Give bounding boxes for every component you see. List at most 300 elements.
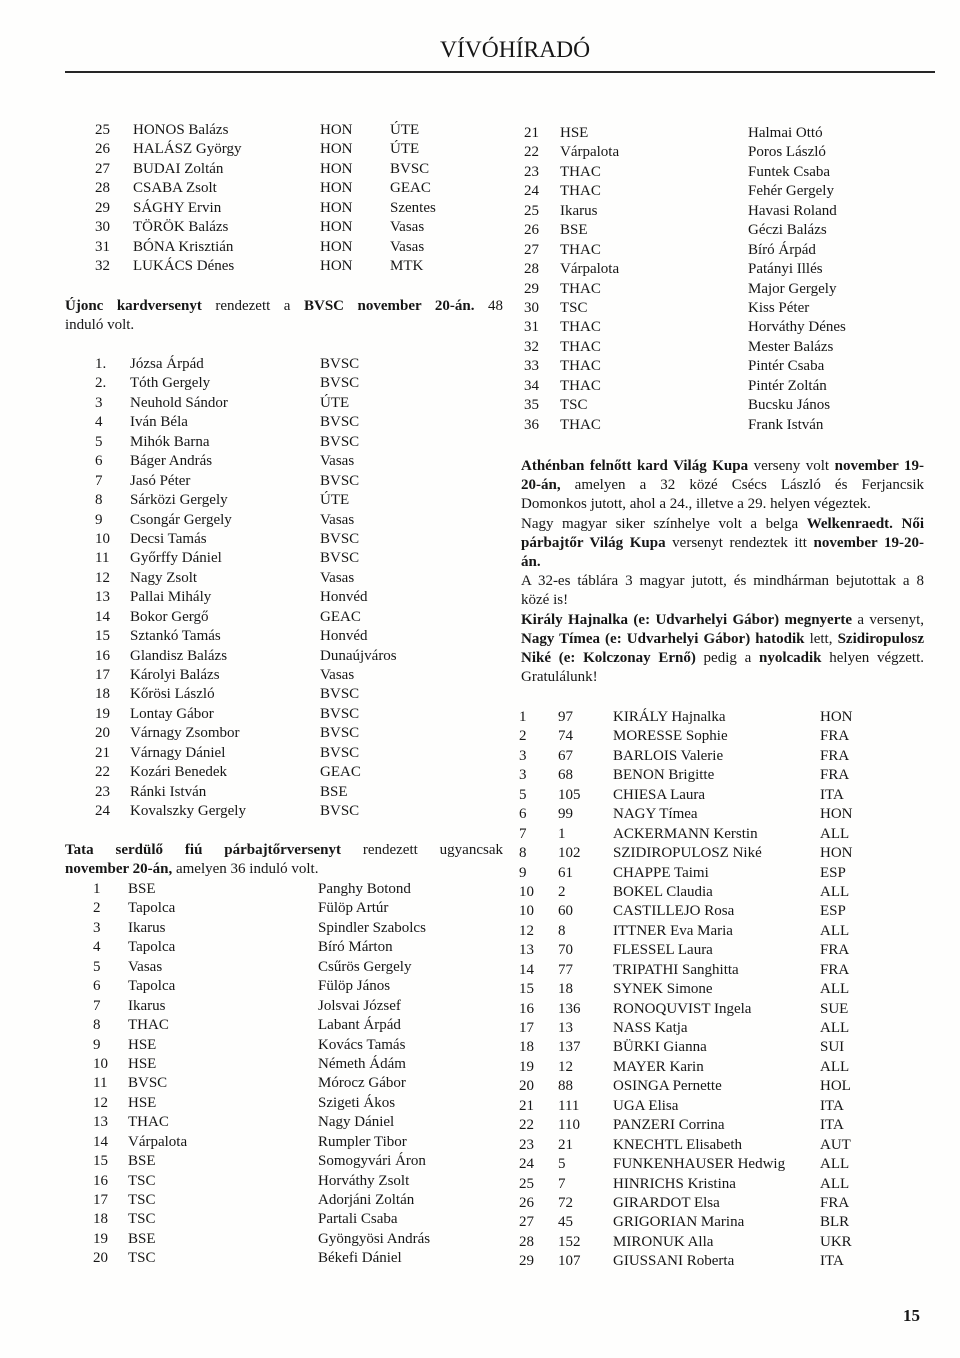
fencer-name-cell: Pintér Csaba [748, 358, 825, 375]
seed-cell: 88 [558, 1078, 573, 1095]
text-segment: Tata serdülő fiú párbajtőrversenyt [65, 842, 341, 858]
text-line [65, 297, 503, 316]
nation-cell: HON [820, 845, 853, 862]
fencer-name-cell: Panghy Botond [318, 881, 411, 897]
rank-cell: 25 [95, 122, 110, 138]
club-cell: TSC [128, 1172, 156, 1189]
fencer-name-cell: Báger András [130, 453, 213, 470]
club-cell: Vasas [390, 219, 425, 236]
table-row [519, 902, 864, 921]
nation-cell: FRA [820, 1194, 850, 1211]
table-row [95, 491, 435, 510]
rank-cell: 17 [95, 667, 110, 683]
fencer-name-cell: Bucsku János [748, 397, 831, 414]
rank-cell: 24 [524, 183, 539, 200]
table-row [95, 199, 455, 218]
text-segment: amelyen a 32 közé Csécs László és Ferjancsik [560, 477, 924, 494]
table-row [524, 202, 884, 221]
fencer-name-cell: Rumpler Tibor [318, 1133, 407, 1150]
table-row [519, 1252, 864, 1271]
fencer-name-cell: Lontay Gábor [130, 705, 214, 722]
club-cell: BSE [128, 1230, 156, 1247]
seed-cell: 111 [558, 1097, 580, 1114]
rank-cell: 22 [519, 1117, 534, 1134]
table-row [524, 163, 884, 182]
fencer-name-cell: Somogyvári Áron [318, 1153, 426, 1170]
text-segment: Nagy Tímea (e: Udvarhelyi Gábor) hatodik [521, 630, 805, 647]
table-row [93, 997, 433, 1016]
table-row [524, 357, 884, 376]
fencer-name-cell: BÜRKI Gianna [613, 1039, 707, 1056]
club-cell: BVSC [320, 472, 360, 489]
fencer-name-cell: Mihók Barna [130, 433, 210, 450]
club-cell: BSE [128, 1153, 156, 1170]
fencer-name-cell: NASS Katja [613, 1020, 688, 1036]
rank-cell: 20 [519, 1078, 534, 1095]
club-cell: ÚTE [390, 141, 420, 158]
table-row [519, 844, 864, 863]
rank-cell: 2 [519, 728, 527, 745]
rank-cell: 12 [93, 1094, 108, 1111]
rank-cell: 21 [524, 125, 539, 141]
seed-cell: 107 [558, 1253, 581, 1270]
fencer-name-cell: HALÁSZ György [133, 141, 242, 158]
text-segment: 48 [474, 298, 503, 314]
fencer-name-cell: RONOQUVIST Ingela [613, 1000, 752, 1017]
table-row [524, 396, 884, 415]
rank-cell: 8 [519, 845, 527, 862]
fencer-name-cell: TÖRÖK Balázs [133, 219, 229, 236]
fencer-name-cell: CASTILLEJO Rosa [613, 903, 735, 920]
seed-cell: 8 [558, 922, 566, 939]
club-cell: BVSC [320, 744, 360, 761]
table-row [524, 416, 884, 435]
table-row [95, 588, 435, 607]
club-cell: BVSC [128, 1075, 168, 1092]
text-segment: Welkenraedt. Női [806, 515, 924, 532]
table-row [95, 218, 455, 237]
table-row [95, 413, 435, 432]
fencer-name-cell: PANZERI Corrina [613, 1117, 725, 1134]
seed-cell: 77 [558, 961, 573, 978]
table-row [95, 121, 455, 140]
table-row [95, 744, 435, 763]
rank-cell: 4 [93, 939, 101, 956]
text-line [65, 316, 503, 335]
club-cell: GEAC [320, 608, 361, 625]
nation-cell: HON [320, 180, 353, 197]
seed-cell: 13 [558, 1020, 573, 1036]
table-row [95, 179, 455, 198]
text-line [521, 591, 924, 610]
club-cell: Vasas [320, 453, 355, 470]
fencer-name-cell: Kőrösi László [130, 686, 215, 703]
rank-cell: 26 [524, 222, 539, 239]
fencer-name-cell: UGA Elisa [613, 1097, 679, 1114]
nation-cell: ALL [820, 1175, 850, 1192]
table-row [95, 647, 435, 666]
table-row [524, 124, 884, 143]
header-rule [65, 71, 935, 73]
table-row [524, 260, 884, 279]
club-cell: HSE [128, 1036, 157, 1053]
fencer-name-cell: Győrffy Dániel [130, 550, 222, 567]
rank-cell: 7 [95, 472, 103, 489]
text-segment: Gratulálunk! [521, 669, 598, 686]
table-row [519, 766, 864, 785]
table-row [93, 1210, 433, 1229]
club-cell: Ikarus [128, 919, 166, 936]
table-row [93, 1055, 433, 1074]
table-row [93, 919, 433, 938]
club-cell: BVSC [320, 725, 360, 742]
rank-cell: 23 [95, 783, 110, 800]
nation-cell: HON [320, 238, 353, 255]
table-row [519, 922, 864, 941]
fencer-name-cell: CSABA Zsolt [133, 180, 217, 197]
fencer-name-cell: CHIESA Laura [613, 786, 706, 803]
fencer-name-cell: Csongár Gergely [130, 511, 232, 528]
text-segment: rendezett a [201, 298, 304, 314]
rank-cell: 17 [93, 1192, 108, 1208]
table-row [93, 1016, 433, 1035]
rank-cell: 28 [524, 261, 539, 278]
table-row [95, 140, 455, 159]
rank-cell: 10 [95, 530, 110, 547]
rank-cell: 20 [95, 725, 110, 742]
rank-cell: 34 [524, 377, 539, 394]
nation-cell: FRA [820, 747, 850, 764]
rank-cell: 7 [519, 825, 527, 842]
fencer-name-cell: Spindler Szabolcs [318, 919, 426, 936]
rank-cell: 20 [93, 1250, 108, 1267]
table-row [519, 1213, 864, 1232]
womens-epee-world-cup-ranking [519, 708, 864, 1272]
table-row [524, 377, 884, 396]
table-row [93, 1133, 433, 1152]
club-cell: HSE [128, 1094, 157, 1111]
nation-cell: FRA [820, 728, 850, 745]
rank-cell: 3 [519, 747, 527, 764]
club-cell: THAC [560, 183, 601, 200]
rank-cell: 30 [524, 299, 539, 316]
text-line [521, 476, 924, 495]
rank-cell: 19 [519, 1058, 534, 1075]
rank-cell: 13 [95, 589, 110, 606]
table-row [519, 825, 864, 844]
rank-cell: 3 [519, 767, 527, 784]
nation-cell: ALL [820, 1020, 850, 1036]
club-cell: Várpalota [560, 144, 620, 161]
rank-cell: 31 [95, 238, 110, 255]
rank-cell: 25 [524, 202, 539, 219]
paragraph [521, 572, 924, 610]
fencer-name-cell: HONOS Balázs [133, 122, 229, 138]
text-segment: versenyt rendeztek itt [665, 534, 814, 551]
nation-cell: ALL [820, 1156, 850, 1173]
text-segment: Niké (e: Kolczonay Ernő) [521, 649, 696, 666]
table-row [519, 1136, 864, 1155]
fencer-name-cell: Várnagy Dániel [130, 744, 226, 761]
club-cell: Szentes [390, 199, 436, 216]
fencer-name-cell: KNECHTL Elisabeth [613, 1136, 743, 1153]
text-segment: pedig a [695, 649, 759, 666]
fencer-name-cell: BARLOIS Valerie [613, 747, 724, 764]
fencer-name-cell: Károlyi Balázs [130, 667, 220, 683]
seed-cell: 7 [558, 1175, 566, 1192]
fencer-name-cell: Ránki István [130, 783, 207, 800]
rank-cell: 6 [519, 806, 527, 823]
club-cell: BVSC [320, 530, 360, 547]
nation-cell: HON [320, 160, 353, 177]
rank-cell: 29 [519, 1253, 534, 1270]
seed-cell: 97 [558, 709, 573, 725]
rank-cell: 5 [519, 786, 527, 803]
text-segment: Újonc kardversenyt [65, 298, 202, 314]
table-row [95, 433, 435, 452]
rank-cell: 2. [95, 375, 107, 392]
rank-cell: 9 [519, 864, 527, 881]
fencer-name-cell: MAYER Karin [613, 1058, 704, 1075]
fencer-name-cell: MORESSE Sophie [613, 728, 728, 745]
fencer-name-cell: Havasi Roland [748, 202, 837, 219]
text-segment: Király Hajnalka (e: Udvarhelyi Gábor) megnyerte [521, 611, 853, 628]
table-row [93, 1113, 433, 1132]
fencer-name-cell: CHAPPE Taimi [613, 864, 709, 881]
rank-cell: 15 [93, 1153, 108, 1170]
nation-cell: ALL [820, 922, 850, 939]
club-cell: TSC [128, 1192, 156, 1208]
fencer-name-cell: NAGY Tímea [613, 806, 698, 823]
fencer-name-cell: Tóth Gergely [130, 375, 211, 392]
club-cell: Tapolca [128, 978, 176, 995]
rank-cell: 25 [519, 1175, 534, 1192]
club-cell: ÚTE [320, 394, 350, 411]
seed-cell: 72 [558, 1194, 573, 1211]
club-cell: THAC [560, 280, 601, 297]
table-row [95, 257, 455, 276]
nation-cell: ITA [820, 1253, 844, 1270]
nation-cell: HON [320, 141, 353, 158]
club-cell: Honvéd [320, 589, 368, 606]
fencer-name-cell: Békefi Dániel [318, 1250, 402, 1267]
table-row [93, 1191, 433, 1210]
club-cell: THAC [560, 319, 601, 336]
fencer-name-cell: TRIPATHI Sanghitta [613, 961, 739, 978]
nation-cell: ITA [820, 1097, 844, 1114]
table-row [519, 1000, 864, 1019]
table-row [95, 472, 435, 491]
table-row [95, 724, 435, 743]
nation-cell: ITA [820, 786, 844, 803]
table-row [519, 961, 864, 980]
fencer-name-cell: FUNKENHAUSER Hedwig [613, 1156, 786, 1173]
table-row [519, 805, 864, 824]
text-segment: 20-án, [521, 477, 561, 494]
fencer-name-cell: SYNEK Simone [613, 981, 713, 998]
fencer-name-cell: Mórocz Gábor [318, 1075, 406, 1092]
table-row [524, 241, 884, 260]
fencer-name-cell: Sárközi Gergely [130, 492, 228, 509]
fencer-name-cell: Iván Béla [130, 414, 188, 431]
text-segment: nyolcadik [759, 649, 822, 666]
text-segment: helyen végzett. [821, 649, 925, 666]
table-row [519, 1077, 864, 1096]
club-cell: ÚTE [390, 122, 420, 138]
text-segment: BVSC november 20-án. [303, 298, 475, 314]
rank-cell: 22 [95, 764, 110, 781]
club-cell: Vasas [390, 238, 425, 255]
club-cell: THAC [560, 241, 601, 258]
rank-cell: 14 [519, 961, 534, 978]
table-row [524, 299, 884, 318]
rank-cell: 36 [524, 416, 539, 433]
club-cell: Vasas [320, 569, 355, 586]
fencer-name-cell: Major Gergely [748, 280, 837, 297]
text-segment: november 20-án, [65, 861, 173, 878]
club-cell: MTK [390, 258, 424, 275]
table-row [519, 1194, 864, 1213]
table-row [95, 374, 435, 393]
nation-cell: BLR [820, 1214, 850, 1231]
fencer-name-cell: Glandisz Balázs [130, 647, 228, 664]
club-cell: BVSC [320, 375, 360, 392]
publication-title: VÍVÓHÍRADÓ [440, 37, 591, 63]
fencer-name-cell: BUDAI Zoltán [133, 160, 224, 177]
fencer-name-cell: Patányi Illés [748, 261, 823, 278]
rank-cell: 21 [519, 1097, 534, 1114]
fencer-name-cell: Frank István [748, 416, 824, 433]
fencer-name-cell: Poros László [748, 144, 826, 161]
rank-cell: 18 [519, 1039, 534, 1056]
table-row [95, 394, 435, 413]
fencer-name-cell: GIRARDOT Elsa [613, 1194, 720, 1211]
table-row [95, 627, 435, 646]
cadet-epee-report-paragraph [65, 841, 503, 880]
club-cell: ÚTE [320, 492, 350, 509]
fencer-name-cell: Partali Csaba [318, 1211, 398, 1228]
table-row [93, 1172, 433, 1191]
fencer-name-cell: Nagy Dániel [318, 1114, 395, 1131]
seed-cell: 2 [558, 883, 566, 900]
text-segment: A 32-es táblára 3 magyar jutott, és mindhárman bejutottak a 8 [521, 573, 924, 590]
paragraph [521, 515, 924, 573]
nation-cell: AUT [820, 1136, 851, 1153]
nation-cell: UKR [820, 1233, 852, 1250]
rank-cell: 22 [524, 144, 539, 161]
table-row [95, 549, 435, 568]
fencer-name-cell: MIRONUK Alla [613, 1233, 714, 1250]
fencer-name-cell: Fülöp Artúr [318, 900, 389, 917]
text-line [65, 860, 503, 879]
rank-cell: 27 [519, 1214, 534, 1231]
fencer-name-cell: Horváthy Zsolt [318, 1172, 410, 1189]
rank-cell: 15 [519, 981, 534, 998]
club-cell: BVSC [320, 433, 360, 450]
rank-cell: 8 [93, 1017, 101, 1034]
seed-cell: 99 [558, 806, 573, 823]
club-cell: BVSC [320, 803, 360, 820]
fencer-name-cell: GIUSSANI Roberta [613, 1253, 735, 1270]
table-row [95, 783, 435, 802]
text-segment: rendezett ugyancsak [340, 842, 503, 858]
club-cell: GEAC [390, 180, 431, 197]
fencer-name-cell: Jolsvai József [318, 997, 401, 1014]
table-row [95, 763, 435, 782]
rank-cell: 27 [95, 160, 110, 177]
text-line [521, 572, 924, 591]
table-row [95, 666, 435, 685]
fencer-name-cell: Kozári Benedek [130, 764, 228, 781]
club-cell: THAC [128, 1114, 169, 1131]
rank-cell: 10 [519, 883, 534, 900]
fencer-name-cell: Németh Ádám [318, 1055, 406, 1072]
table-row [95, 238, 455, 257]
rank-cell: 23 [524, 163, 539, 180]
rank-cell: 28 [95, 180, 110, 197]
club-cell: TSC [128, 1250, 156, 1267]
club-cell: Tapolca [128, 939, 176, 956]
text-segment: párbajtőr Világ Kupa [521, 534, 666, 551]
table-row [524, 221, 884, 240]
club-cell: BVSC [390, 160, 430, 177]
club-cell: THAC [560, 358, 601, 375]
fencer-name-cell: BOKEL Claudia [613, 883, 713, 900]
text-line [521, 649, 924, 668]
fencer-name-cell: Kovalszky Gergely [130, 803, 246, 820]
fencer-name-cell: Bokor Gergő [130, 608, 209, 625]
nation-cell: HON [820, 709, 853, 725]
table-row [519, 727, 864, 746]
text-line [521, 534, 924, 553]
text-line [521, 457, 924, 476]
nation-cell: ESP [820, 864, 846, 881]
club-cell: THAC [560, 416, 601, 433]
table-row [95, 160, 455, 179]
table-row [519, 747, 864, 766]
nation-cell: HON [320, 258, 353, 275]
rank-cell: 24 [95, 803, 110, 820]
table-row [93, 1152, 433, 1171]
table-row [93, 899, 433, 918]
nation-cell: ALL [820, 1058, 850, 1075]
fencer-name-cell: Horváthy Dénes [748, 319, 846, 336]
fencer-name-cell: Kovács Tamás [318, 1036, 406, 1053]
rank-cell: 19 [93, 1230, 108, 1247]
rank-cell: 14 [93, 1133, 108, 1150]
paragraph [521, 457, 924, 515]
fencer-name-cell: Fülöp János [318, 978, 391, 995]
nation-cell: ALL [820, 981, 850, 998]
rank-cell: 18 [95, 686, 110, 703]
seed-cell: 45 [558, 1214, 573, 1231]
nation-cell: HON [320, 122, 353, 138]
table-row [93, 938, 433, 957]
rank-cell: 13 [93, 1114, 108, 1131]
club-cell: BVSC [320, 356, 360, 372]
rank-cell: 28 [519, 1233, 534, 1250]
rank-cell: 1 [519, 709, 527, 725]
club-cell: THAC [560, 163, 601, 180]
fencer-name-cell: HINRICHS Kristina [613, 1175, 736, 1192]
fencer-name-cell: Várnagy Zsombor [130, 725, 240, 742]
table-row [524, 143, 884, 162]
seed-cell: 12 [558, 1058, 573, 1075]
fencer-name-cell: Géczi Balázs [748, 222, 827, 239]
table-row [93, 1249, 433, 1268]
nation-cell: ALL [820, 825, 850, 842]
text-segment: november 19-20- [813, 534, 924, 551]
